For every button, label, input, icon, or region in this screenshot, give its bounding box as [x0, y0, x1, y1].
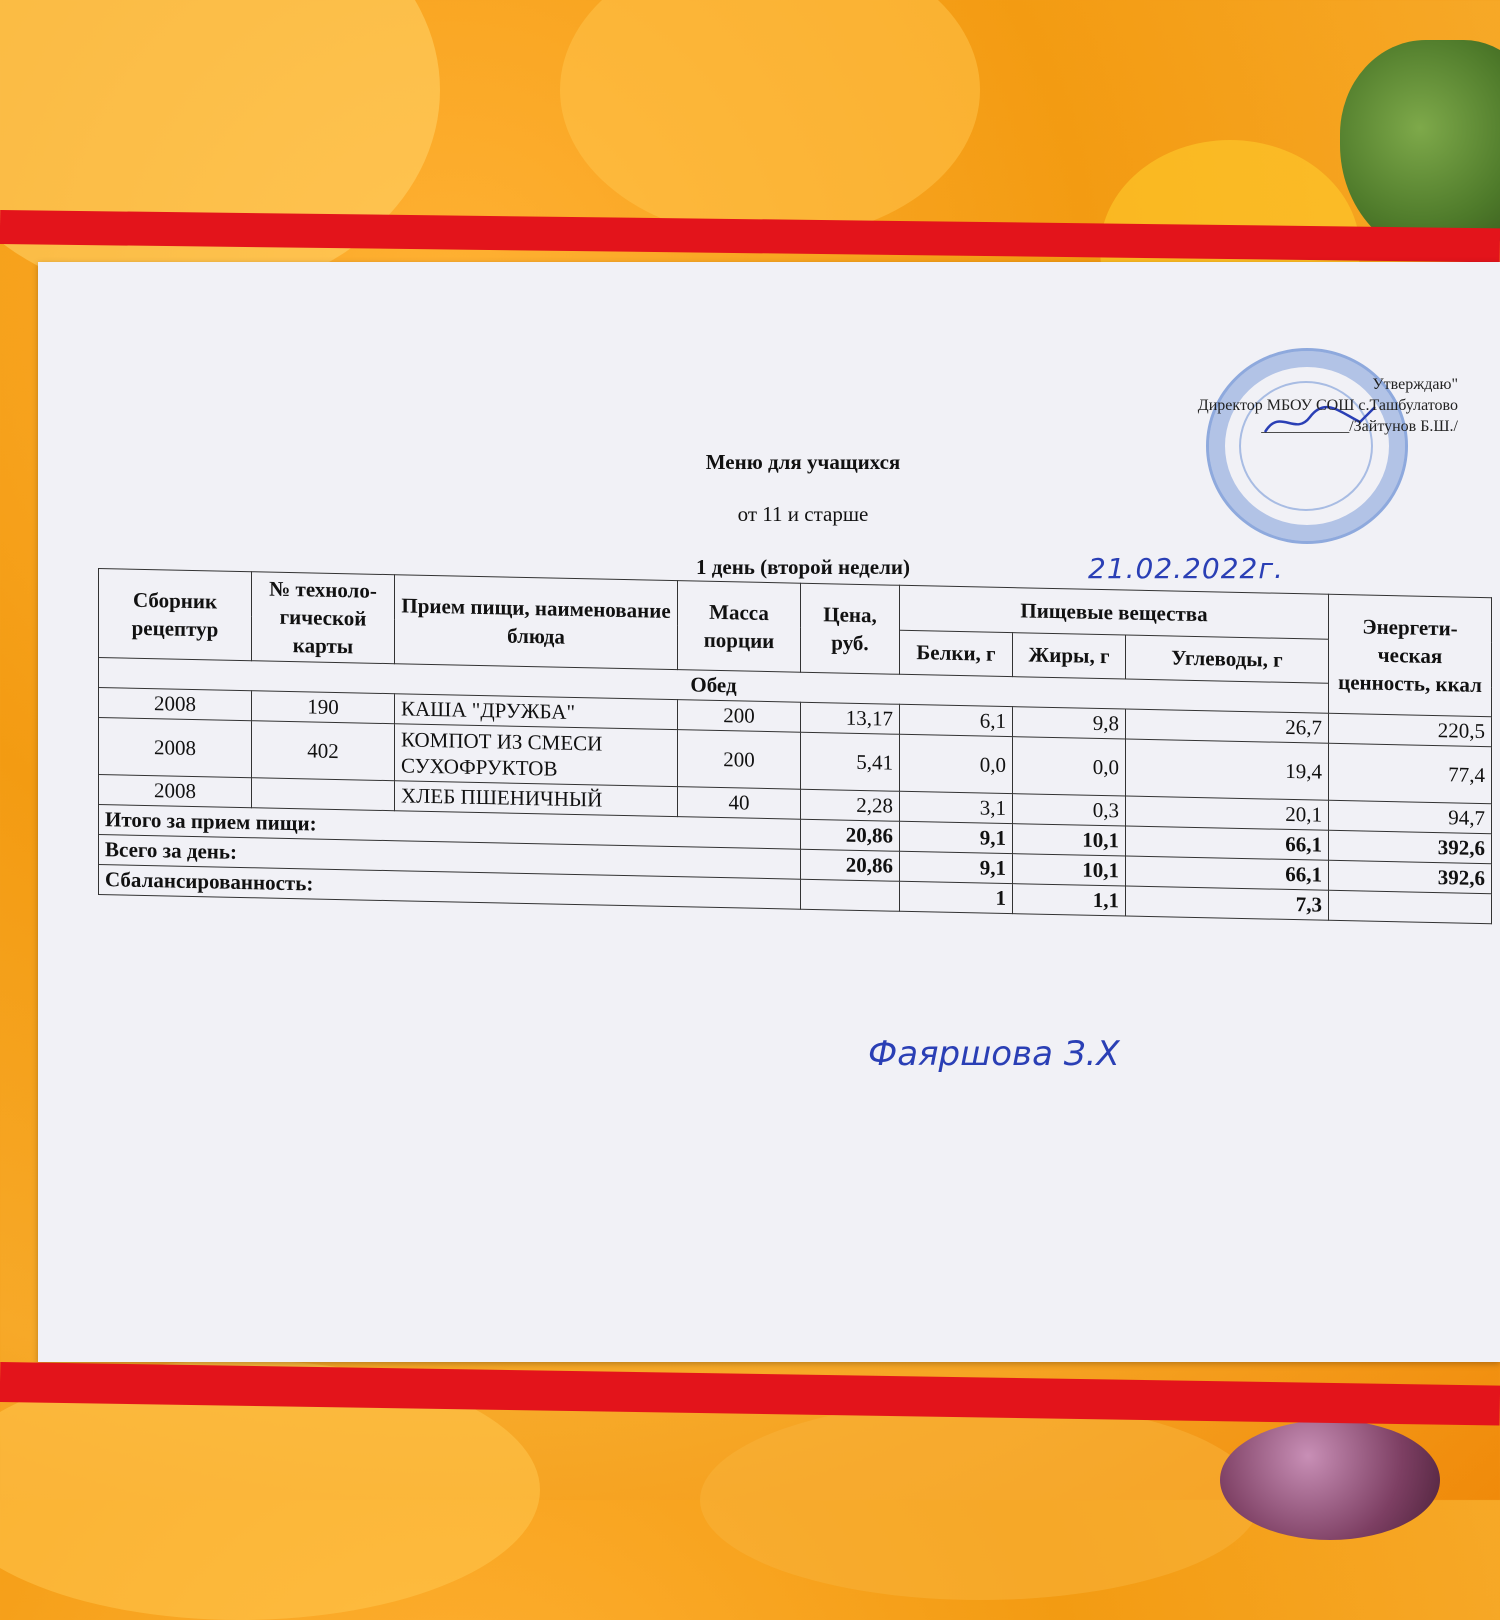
cell-carbs: 19,4 [1126, 739, 1329, 800]
menu-subtitle: от 11 и старше [737, 502, 869, 526]
total-proteins: 9,1 [900, 851, 1013, 883]
total-proteins: 9,1 [900, 821, 1013, 853]
cell-mass: 200 [678, 730, 801, 790]
total-carbs: 7,3 [1126, 886, 1329, 920]
col-energy: Энергети-ческая ценность, ккал [1329, 594, 1492, 716]
col-proteins: Белки, г [900, 630, 1013, 677]
total-energy [1329, 890, 1492, 923]
cell-fats: 0,3 [1013, 794, 1126, 826]
cell-price: 13,17 [801, 702, 900, 734]
menu-day: 1 день (второй недели) [696, 555, 910, 579]
cell-proteins: 3,1 [900, 791, 1013, 823]
total-fats: 10,1 [1013, 824, 1126, 856]
cell-proteins: 0,0 [900, 734, 1013, 793]
cell-dish: КАША "ДРУЖБА" [395, 694, 678, 730]
approval-block [1198, 374, 1458, 437]
plum-decoration [1220, 1420, 1440, 1540]
col-price: Цена, руб. [801, 583, 900, 674]
total-price [801, 879, 900, 911]
total-price: 20,86 [801, 849, 900, 881]
col-collection: Сборник рецептур [99, 569, 252, 661]
col-dish: Прием пищи, наименование блюда [395, 575, 678, 670]
cell-energy: 94,7 [1329, 800, 1492, 833]
cell-fats: 9,8 [1013, 707, 1126, 739]
cell-energy: 220,5 [1329, 713, 1492, 746]
cell-price: 5,41 [801, 732, 900, 791]
total-label: Итого за прием пищи: [99, 805, 801, 850]
cell-collection: 2008 [99, 718, 252, 778]
cell-card [252, 778, 395, 811]
cell-proteins: 6,1 [900, 704, 1013, 736]
handwritten-signature: Фаяршова З.Х [868, 1034, 1120, 1074]
cell-collection: 2008 [99, 775, 252, 808]
cell-dish: КОМПОТ ИЗ СМЕСИ СУХОФРУКТОВ [395, 724, 678, 787]
col-fats: Жиры, г [1013, 632, 1126, 679]
total-fats: 1,1 [1013, 884, 1126, 916]
total-proteins: 1 [900, 881, 1013, 913]
total-energy: 392,6 [1329, 830, 1492, 863]
menu-title: Меню для учащихся [705, 450, 901, 474]
cell-mass: 40 [678, 787, 801, 820]
cell-fats: 0,0 [1013, 737, 1126, 796]
total-price: 20,86 [801, 819, 900, 851]
approval-line-3: ___________/Зайтунов Б.Ш./ [1261, 418, 1458, 435]
cell-energy: 77,4 [1329, 743, 1492, 803]
cell-dish: ХЛЕБ ПШЕНИЧНЫЙ [395, 781, 678, 817]
cell-price: 2,28 [801, 789, 900, 821]
total-carbs: 66,1 [1126, 856, 1329, 890]
total-label: Сбалансированность: [99, 865, 801, 910]
col-tech-card: № техноло-гической карты [252, 572, 395, 664]
total-energy: 392,6 [1329, 860, 1492, 893]
col-mass: Масса порции [678, 581, 801, 673]
bg-orange-slice [560, 0, 980, 240]
bg-orange-slice [700, 1400, 1260, 1600]
col-carbs: Углеводы, г [1126, 635, 1329, 684]
handwritten-date: 21.02.2022г. [1088, 552, 1284, 585]
cell-card: 190 [252, 691, 395, 724]
cell-card: 402 [252, 721, 395, 781]
cell-carbs: 20,1 [1126, 796, 1329, 830]
bg-orange-slice [0, 0, 440, 300]
menu-sheet [38, 262, 1500, 1362]
col-nutrients: Пищевые вещества [900, 585, 1329, 638]
meal-label: Обед [99, 658, 1329, 714]
total-carbs: 66,1 [1126, 826, 1329, 860]
cell-mass: 200 [678, 700, 801, 733]
menu-table [98, 568, 1492, 924]
total-fats: 10,1 [1013, 854, 1126, 886]
approval-line-2: Директор МБОУ СОШ с.Ташбулатово [1197, 397, 1458, 414]
total-label: Всего за день: [99, 835, 801, 880]
approval-line-1: Утверждаю" [1372, 376, 1458, 393]
cell-collection: 2008 [99, 688, 252, 721]
cell-carbs: 26,7 [1126, 709, 1329, 743]
